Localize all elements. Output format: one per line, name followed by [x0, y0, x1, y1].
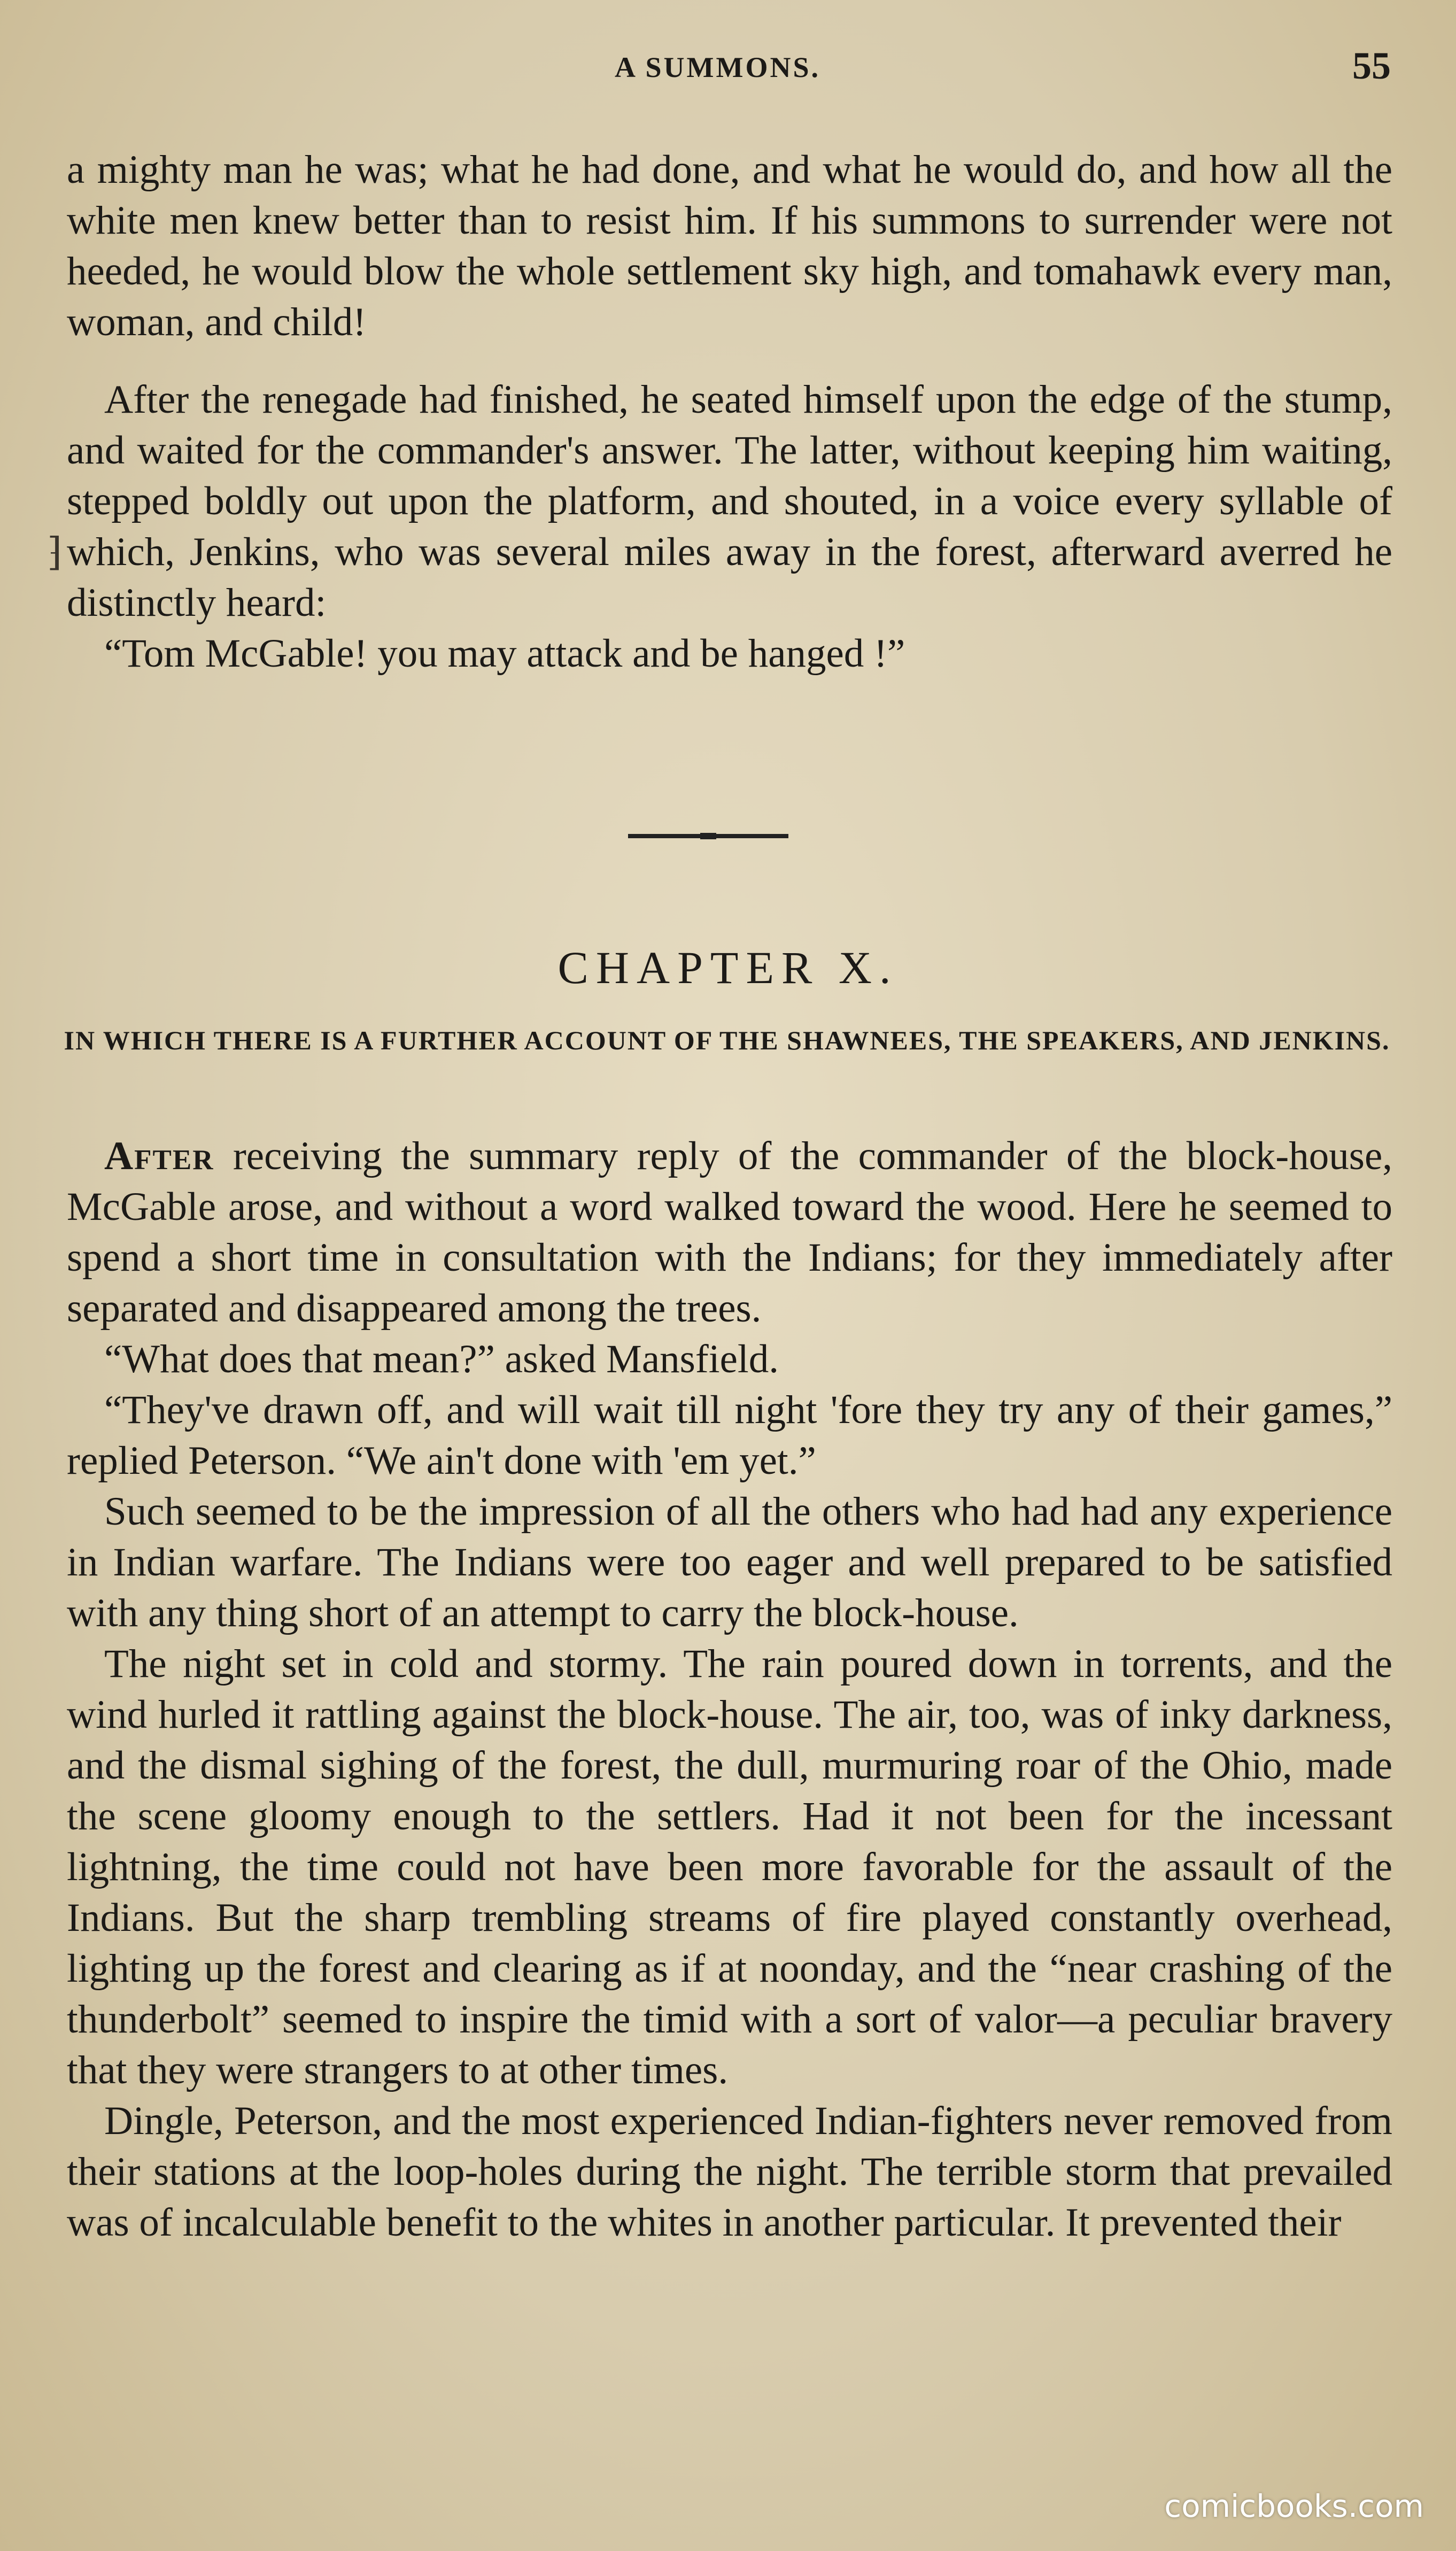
quote-text: “Tom McGable! you may attack and be hanged !” — [104, 631, 905, 676]
chapter-subtitle: IN WHICH THERE IS A FURTHER ACCOUNT OF THE SHAWNEES, THE SPEAKERS, AND JENKINS. — [64, 1025, 1390, 1055]
page-number: 55 — [1352, 44, 1391, 87]
paragraph-text: receiving the summary reply of the commander of the block-house, McGable arose, and without a word walked toward the wood. Here he seemed to spend a short time in consultation with the Indians; for they immediately after separated and disappeared among the trees. — [67, 1134, 1392, 1331]
paragraph-text: “They've drawn off, and will wait till night 'fore they try any of their games,” replied Peterson. “We ain't done with 'em yet.” — [67, 1388, 1392, 1483]
opening-paragraph — [67, 1131, 1392, 1334]
quote-paragraph — [67, 628, 1392, 679]
watermark: comicbooks.com — [1164, 2488, 1424, 2524]
paragraph-text: Such seemed to be the impression of all the others who had had any experience in Indian warfare. The Indians were too eager and well prepared to be satisfied with any thing short of an attempt to carry the block-house. — [67, 1489, 1392, 1635]
running-head: A SUMMONS. — [615, 51, 821, 83]
section-divider — [628, 834, 788, 838]
margin-bracket-mark: ⁆ — [47, 531, 63, 574]
opening-word: After — [104, 1134, 214, 1178]
paragraph-continued — [67, 144, 1392, 347]
paragraph-text: The night set in cold and stormy. The rain poured down in torrents, and the wind hurled it rattling against the block-house. The air, too, was of inky darkness, and the dismal sighing of the forest, the dull, murmuring roar of the Ohio, made the scene gloomy enough to the settlers. Had it not been for the incessant lightning, the time could not have been more favorable for the assault of the Indians. But the sharp trembling streams of fire played constantly overhead, lighting up the forest and clearing as if at noonday, and the “near crashing of the thunderbolt” seemed to inspire the timid with a sort of valor—a peculiar bravery that they were strangers to at other times. — [67, 1642, 1392, 2092]
paragraph-text: “What does that mean?” asked Mansfield. — [104, 1337, 779, 1381]
paragraph — [67, 374, 1392, 628]
chapter-body — [67, 1131, 1392, 2248]
paragraph-text: After the renegade had finished, he seated himself upon the edge of the stump, and waited for the commander's answer. The latter, without keeping him waiting, stepped boldly out upon the platform, and shouted, in a voice every syllable of which, Jenkins, who was several miles away in the forest, afterward averred he distinctly heard: — [67, 377, 1392, 625]
paragraph-text: Dingle, Peterson, and the most experienced Indian-fighters never removed from their stations at the loop-holes during the night. The terrible storm that prevailed was of incalculable benefit to the whites in another particular. It prevented their — [67, 2099, 1392, 2245]
chapter-title: CHAPTER X. — [557, 942, 899, 993]
paragraph-text: a mighty man he was; what he had done, and what he would do, and how all the white men knew better than to resist him. If his summons to surrender were not heeded, he would blow the whole settlement sky high, and tomahawk every man, woman, and child! — [67, 148, 1392, 344]
